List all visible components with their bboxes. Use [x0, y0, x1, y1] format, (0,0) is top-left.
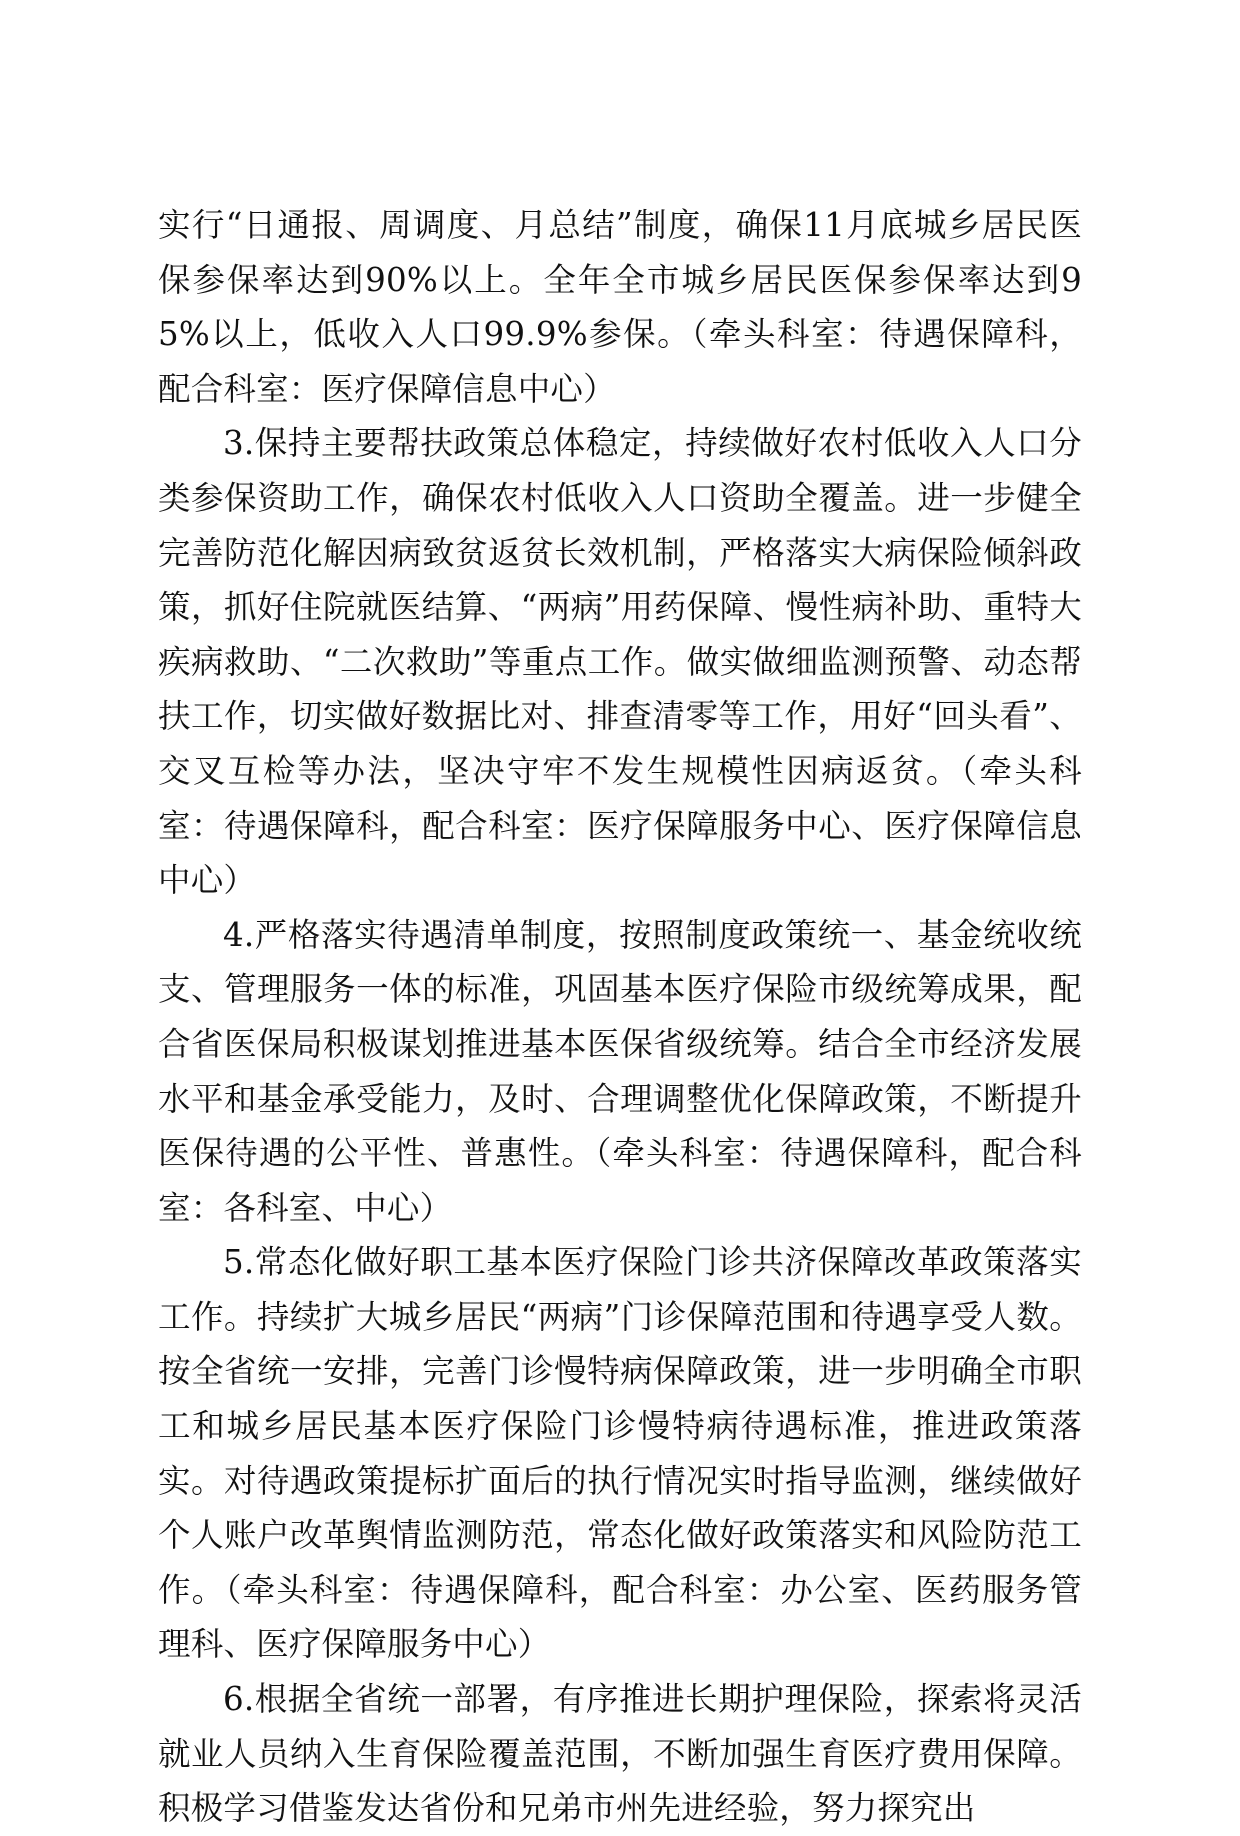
paragraph-item-3: 3.保持主要帮扶政策总体稳定，持续做好农村低收入人口分类参保资助工作，确保农村低收入人口资助全覆盖。进一步健全完善防范化解因病致贫返贫长效机制，严格落实大病保险倾斜政策，抓好住院就医结算、“两病”用药保障、慢性病补助、重特大疾病救助、“二次救助”等重点工作。做实做细监测预警、动态帮扶工作，切实做好数据比对、排查清零等工作，用好“回头看”、交叉互检等办法，坚决守牢不发生规模性因病返贫。（牵头科室：待遇保障科，配合科室：医疗保障服务中心、医疗保障信息中心） [158, 424, 1082, 900]
paragraph-continuation: 实行“日通报、周调度、月总结”制度，确保11月底城乡居民医保参保率达到90%以上。全年全市城乡居民医保参保率达到95%以上，低收入人口99.9%参保。（牵头科室：待遇保障科，配合科室：医疗保障信息中心） [158, 206, 1082, 408]
paragraph-item-5: 5.常态化做好职工基本医疗保险门诊共济保障改革政策落实工作。持续扩大城乡居民“两病”门诊保障范围和待遇享受人数。按全省统一安排，完善门诊慢特病保障政策，进一步明确全市职工和城乡居民基本医疗保险门诊慢特病待遇标准，推进政策落实。对待遇政策提标扩面后的执行情况实时指导监测，继续做好个人账户改革舆情监测防范，常态化做好政策落实和风险防范工作。（牵头科室：待遇保障科，配合科室：办公室、医药服务管理科、医疗保障服务中心） [158, 1243, 1082, 1664]
paragraph-item-6: 6.根据全省统一部署，有序推进长期护理保险，探索将灵活就业人员纳入生育保险覆盖范围，不断加强生育医疗费用保障。积极学习借鉴发达省份和兄弟市州先进经验，努力探究出 [158, 1680, 1082, 1828]
document-body [158, 198, 1082, 1836]
paragraph-item-4: 4.严格落实待遇清单制度，按照制度政策统一、基金统收统支、管理服务一体的标准，巩固基本医疗保险市级统筹成果，配合省医保局积极谋划推进基本医保省级统筹。结合全市经济发展水平和基金承受能力，及时、合理调整优化保障政策，不断提升医保待遇的公平性、普惠性。（牵头科室：待遇保障科，配合科室：各科室、中心） [158, 915, 1082, 1227]
